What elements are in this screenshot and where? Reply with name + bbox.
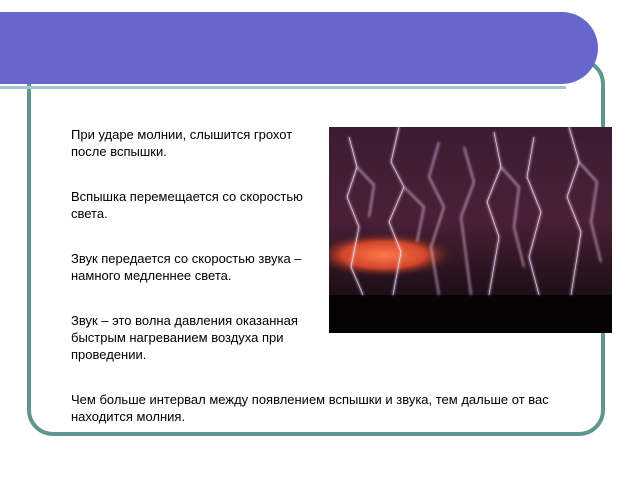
paragraph-thunder-after-flash: При ударе молнии, слышится грохот после вспышки. bbox=[71, 127, 293, 159]
lightning-photo bbox=[329, 127, 612, 333]
paragraph-flash-speed: Вспышка перемещается со скоростью света. bbox=[71, 189, 303, 221]
paragraph-pressure-wave: Звук – это волна давления оказанная быстрым нагреванием воздуха при проведении. bbox=[71, 313, 298, 362]
paragraph-sound-speed: Звук передается со скоростью звука – намного медленнее света. bbox=[71, 251, 302, 283]
title-banner bbox=[0, 12, 598, 84]
banner-underline bbox=[0, 86, 566, 89]
paragraph-interval-distance: Чем больше интервал между появлением вспышки и звука, тем дальше от вас находится молния. bbox=[71, 392, 549, 424]
